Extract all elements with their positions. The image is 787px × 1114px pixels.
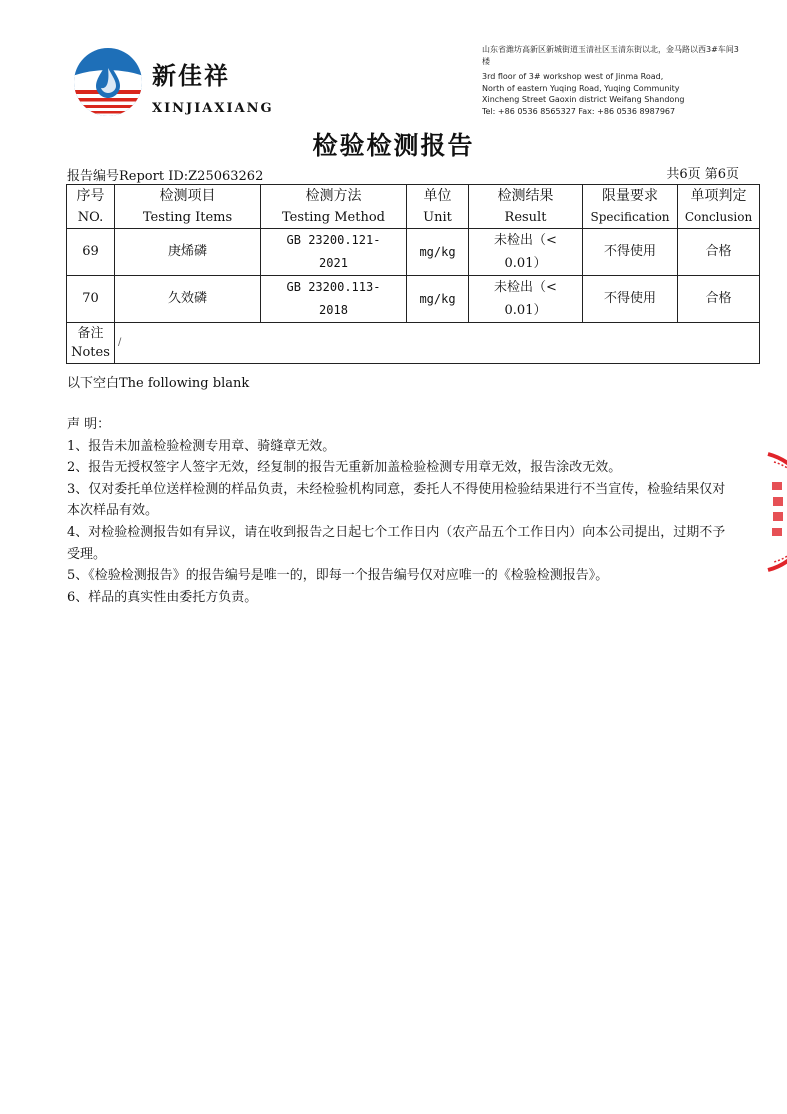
header-no: 序号 NO. [67, 185, 115, 229]
cell-result: 未检出（< 0.01） [469, 229, 583, 276]
cell-unit: mg/kg [407, 229, 469, 276]
statement-heading: 声 明： [67, 417, 111, 432]
statement-item: 1、报告未加盖检验检测专用章、骑缝章无效。 [67, 438, 336, 454]
cell-no: 70 [67, 276, 115, 323]
header-unit: 单位 Unit [407, 185, 469, 229]
cell-method: GB 23200.113- 2018 [261, 276, 407, 323]
cell-item: 庚烯磷 [115, 229, 261, 276]
statement-item: 5、《检验检测报告》的报告编号是唯一的，即每一个报告编号仅对应唯一的《检验检测报告》。 [67, 568, 609, 584]
statement-item: 4、对检验检测报告如有异议，请在收到报告之日起七个工作日内（农产品五个工作日内）向本公司提出，过期不予受理。 [67, 524, 726, 562]
notes-value: / [115, 323, 760, 364]
cell-result: 未检出（< 0.01） [469, 276, 583, 323]
company-address [482, 44, 742, 117]
report-id: 报告编号Report ID:Z25063262 [67, 169, 264, 184]
cell-spec: 不得使用 [583, 276, 678, 323]
cell-no: 69 [67, 229, 115, 276]
statement-item: 3、仅对委托单位送样检测的样品负责，未经检验机构同意，委托人不得使用检验结果进行不当宣传，检验结果仅对本次样品有效。 [67, 481, 726, 519]
header-testing-items: 检测项目 Testing Items [115, 185, 261, 229]
cell-spec: 不得使用 [583, 229, 678, 276]
brand-name-cn: 新佳祥 [152, 62, 230, 90]
address-cn: 山东省潍坊高新区新城街道玉清社区玉清东街以北，金马路以西3#车间3楼 [482, 45, 739, 66]
header-result: 检测结果 Result [469, 185, 583, 229]
notes-label: 备注 Notes [67, 323, 115, 364]
report-title: 检验检测报告 [312, 131, 475, 160]
seal-stamp-icon [762, 452, 787, 572]
table-row [67, 276, 760, 323]
address-en [482, 71, 742, 117]
address-en-line: 3rd floor of 3# workshop west of Jinma Road, [482, 72, 664, 81]
cell-conclusion: 合格 [678, 229, 760, 276]
contact-line: Tel: +86 0536 8565327 Fax: +86 0536 8987967 [482, 106, 676, 116]
header-conclusion: 单项判定 Conclusion [678, 185, 760, 229]
table-header-row [67, 185, 760, 229]
statement [67, 414, 737, 608]
address-en-line: Xincheng Street Gaoxin district Weifang Shandong [482, 95, 685, 104]
cell-conclusion: 合格 [678, 276, 760, 323]
results-table [66, 184, 760, 364]
page-number: 共6页 第6页 [666, 167, 739, 182]
address-en-line: North of eastern Yuqing Road, Yuqing Community [482, 83, 680, 93]
notes-row [67, 323, 760, 364]
blank-note: 以下空白The following blank [67, 376, 250, 391]
statement-item: 2、报告无授权签字人签字无效，经复制的报告无重新加盖检验检测专用章无效，报告涂改无效。 [67, 460, 622, 476]
brand-name-en: XINJIAXIANG [152, 101, 274, 116]
statement-item: 6、样品的真实性由委托方负责。 [67, 589, 258, 605]
cell-item: 久效磷 [115, 276, 261, 323]
cell-unit: mg/kg [407, 276, 469, 323]
cell-method: GB 23200.121- 2021 [261, 229, 407, 276]
header-testing-method: 检测方法 Testing Method [261, 185, 407, 229]
table-row [67, 229, 760, 276]
company-logo-icon [72, 46, 144, 118]
header-specification: 限量要求 Specification [583, 185, 678, 229]
